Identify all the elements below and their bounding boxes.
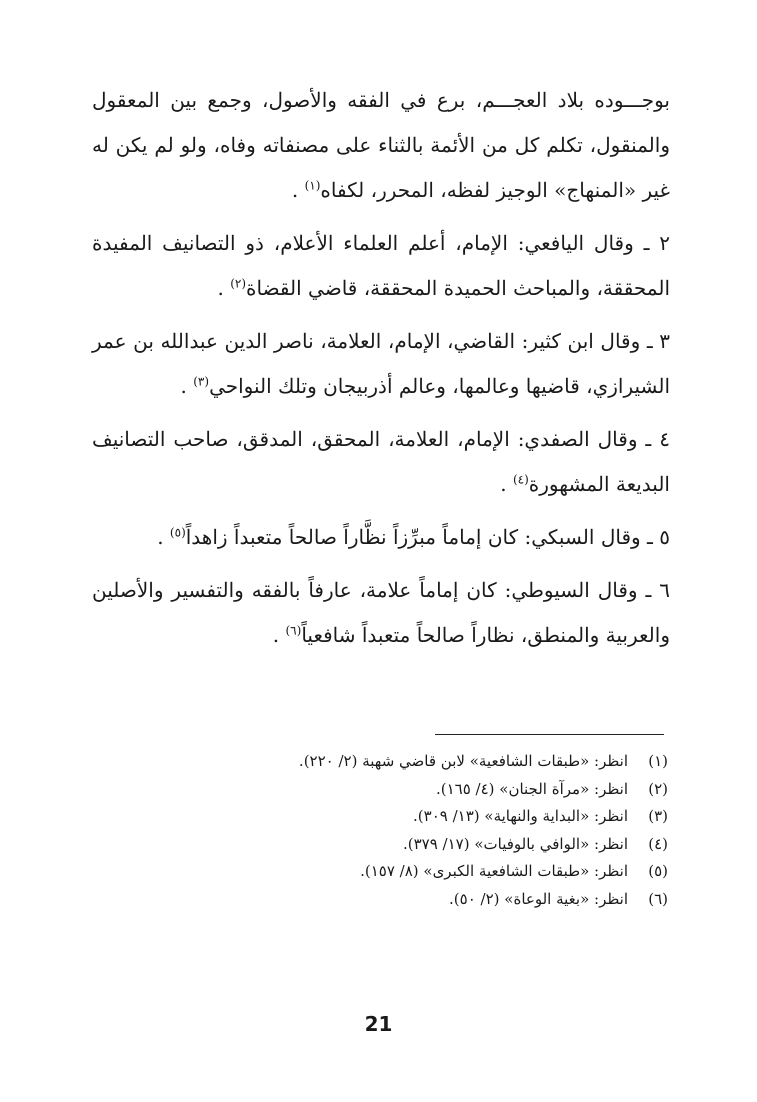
footnote-reference: (١)	[304, 178, 321, 193]
paragraph-end: .	[217, 276, 224, 300]
footnote-reference: (٢)	[230, 276, 247, 291]
paragraph-end: .	[180, 374, 187, 398]
paragraph-text: بوجـــوده بلاد العجـــم، برع في الفقه والأصول، وجمع بين المعقول والمنقول، تكلم كل من الأئمة بالثناء على مصنفاته وفاه، ولو لم يكن له غير «المنهاج» الوجيز لفظه، المحرر، لكفاه	[92, 88, 670, 202]
footnote-marker: (٣)	[648, 807, 668, 825]
paragraph-text: ٢ ـ وقال اليافعي: الإمام، أعلم العلماء الأعلام، ذو التصانيف المفيدة المحققة، والمباحث الحميدة المحققة، قاضي القضاة	[92, 231, 670, 300]
footnote-item	[120, 748, 668, 776]
paragraph-6	[92, 568, 670, 658]
footnote-marker: (٥)	[648, 862, 668, 880]
paragraph-end: .	[272, 623, 280, 647]
paragraph-end: .	[500, 472, 507, 496]
footnote-separator	[435, 734, 664, 735]
footnote-item	[120, 858, 668, 886]
paragraph-3	[92, 319, 670, 409]
paragraph-text: ٦ ـ وقال السيوطي: كان إماماً علامة، عارفاً بالفقه والتفسير والأصلين والعربية والمنطق، نظاراً صالحاً متعبداً شافعياً	[92, 578, 670, 647]
footnote-item	[120, 776, 668, 804]
footnote-marker: (٢)	[648, 779, 668, 798]
paragraph-5	[92, 515, 670, 560]
main-text	[92, 78, 670, 666]
paragraph-1	[92, 78, 670, 213]
paragraph-end: .	[291, 178, 299, 202]
footnote-text: انظر: «الوافي بالوفيات» (١٧/ ٣٧٩).	[402, 834, 628, 853]
footnote-text: انظر: «طبقات الشافعية الكبرى» (٨/ ١٥٧).	[360, 862, 628, 880]
paragraph-text: ٤ ـ وقال الصفدي: الإمام، العلامة، المحقق، المدقق، صاحب التصانيف البديعة المشهورة	[92, 427, 670, 496]
footnote-reference: (٣)	[193, 374, 210, 389]
footnote-text: انظر: «بغية الوعاة» (٢/ ٥٠).	[449, 889, 628, 908]
footnote-reference: (٦)	[285, 623, 302, 638]
paragraph-text: ٣ ـ وقال ابن كثير: القاضي، الإمام، العلامة، ناصر الدين عبدالله بن عمر الشيرازي، قاضيها وعالمها، وعالم أذربيجان وتلك النواحي	[92, 329, 670, 398]
footnote-marker: (١)	[648, 752, 668, 770]
paragraph-end: .	[157, 525, 164, 549]
page-number: 21	[364, 1012, 393, 1036]
footnote-item	[120, 886, 668, 914]
footnote-text: انظر: «البداية والنهاية» (١٣/ ٣٠٩).	[413, 807, 628, 825]
paragraph-text: ٥ ـ وقال السبكي: كان إماماً مبرِّزاً نظَّاراً صالحاً متعبداً زاهداً	[185, 525, 670, 549]
footnote-text: انظر: «مرآة الجنان» (٤/ ١٦٥).	[435, 779, 628, 798]
footnote-item	[120, 831, 668, 859]
footnote-marker: (٦)	[648, 889, 668, 908]
footnote-item	[120, 803, 668, 831]
footnote-reference: (٤)	[512, 472, 529, 487]
footnotes-list	[120, 748, 668, 913]
footnote-text: انظر: «طبقات الشافعية» لابن قاضي شهبة (٢/ ٢٢٠).	[298, 752, 628, 770]
footnote-reference: (٥)	[169, 525, 186, 540]
footnote-marker: (٤)	[648, 834, 668, 853]
paragraph-2	[92, 221, 670, 311]
paragraph-4	[92, 417, 670, 507]
